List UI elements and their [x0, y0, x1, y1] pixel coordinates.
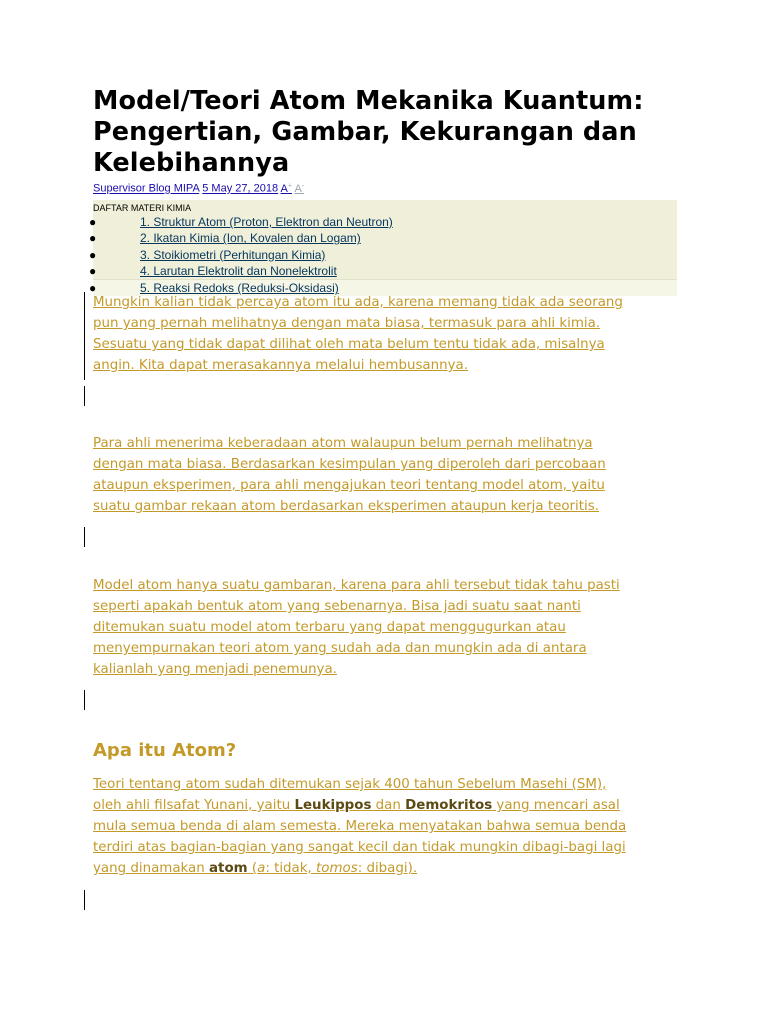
bullet-icon: ●	[89, 263, 97, 278]
p4-text: yang mencari asal	[492, 798, 620, 813]
bullet-icon: ●	[89, 281, 97, 296]
bullet-icon: ●	[89, 231, 97, 246]
italic-tomos: tomos	[316, 861, 358, 876]
demokritos-term: Demokritos	[405, 798, 493, 813]
toc-link[interactable]: 3. Stoikiometri (Perhitungan Kimia)	[140, 247, 326, 262]
p4-line: Teori tentang atom sudah ditemukan sejak 400 tahun Sebelum Masehi (SM),	[93, 777, 607, 792]
page-title: Model/Teori Atom Mekanika Kuantum: Pengertian, Gambar, Kekurangan dan Kelebihannya	[93, 86, 644, 178]
paragraph-4[interactable]	[93, 774, 703, 879]
p4-line: terdiri atas bagian-bagian yang sangat kecil dan tidak mungkin dibagi-bagi lagi	[93, 840, 626, 855]
paragraph-bar	[84, 292, 85, 380]
leukippos-term: Leukippos	[294, 798, 372, 813]
list-item	[89, 230, 677, 246]
p4-text: : tidak,	[265, 861, 317, 876]
list-item	[89, 247, 677, 263]
toc-link[interactable]: 5. Reaksi Redoks (Reduksi-Oksidasi)	[140, 281, 339, 296]
text-cursor	[84, 690, 85, 710]
author-link[interactable]: Supervisor Blog MIPA	[93, 182, 200, 195]
list-item	[89, 263, 677, 279]
paragraph-2[interactable]: Para ahli menerima keberadaan atom walaupun belum pernah melihatnya dengan mata biasa. Berdasarkan kesimpulan yang diperoleh dari percobaan ataupun eksperimen, para ahli mengajukan teori tentang model atom, yaitu suatu gambar rekaan atom berdasarkan eksperimen ataupun kerja teoritis.	[93, 436, 606, 514]
toc-list	[89, 214, 677, 296]
p4-text: yang dinamakan	[93, 861, 210, 876]
font-size-decrease-link[interactable]: A-	[294, 182, 305, 195]
atom-term: atom	[209, 861, 248, 876]
paragraph-3[interactable]: Model atom hanya suatu gambaran, karena para ahli tersebut tidak tahu pasti seperti apakah bentuk atom yang sebenarnya. Bisa jadi suatu saat nanti ditemukan suatu model atom terbaru yang dapat menggugurkan atau menyempurnakan teori atom yang sudah ada dan mungkin ada di antara kalianlah yang menjadi penemunya.	[93, 578, 620, 677]
bullet-icon: ●	[89, 247, 97, 262]
list-item	[89, 214, 677, 230]
p4-line: mula semua benda di alam semesta. Mereka menyatakan bahwa semua benda	[93, 819, 627, 834]
text-cursor	[84, 890, 85, 910]
p4-text: oleh ahli filsafat Yunani, yaitu	[93, 798, 295, 813]
date-link[interactable]: 5 May 27, 2018	[202, 182, 279, 195]
toc-heading: DAFTAR MATERI KIMIA	[93, 203, 192, 213]
p4-text: dan	[371, 798, 406, 813]
toc-link[interactable]: 2. Ikatan Kimia (Ion, Kovalen dan Logam)	[140, 231, 361, 246]
toc-link[interactable]: 1. Struktur Atom (Proton, Elektron dan Neutron)	[140, 215, 393, 229]
article-meta	[93, 182, 683, 198]
italic-a: a	[257, 861, 266, 876]
bullet-icon: ●	[89, 215, 97, 229]
paragraph-1[interactable]: Mungkin kalian tidak percaya atom itu ada, karena memang tidak ada seorang pun yang pernah melihatnya dengan mata biasa, termasuk para ahli kimia. Sesuatu yang tidak dapat dilihat oleh mata belum tentu tidak ada, misalnya angin. Kita dapat merasakannya melalui hembusannya.	[93, 295, 623, 373]
section-heading: Apa itu Atom?	[93, 740, 237, 761]
article	[89, 86, 683, 296]
p4-text: (	[247, 861, 258, 876]
text-cursor	[84, 527, 85, 547]
font-size-increase-link[interactable]: A+	[280, 182, 292, 195]
table-of-contents	[89, 200, 677, 296]
toc-link[interactable]: 4. Larutan Elektrolit dan Nonelektrolit	[140, 263, 337, 278]
p4-text: : dibagi).	[357, 861, 418, 876]
text-cursor	[84, 386, 85, 406]
